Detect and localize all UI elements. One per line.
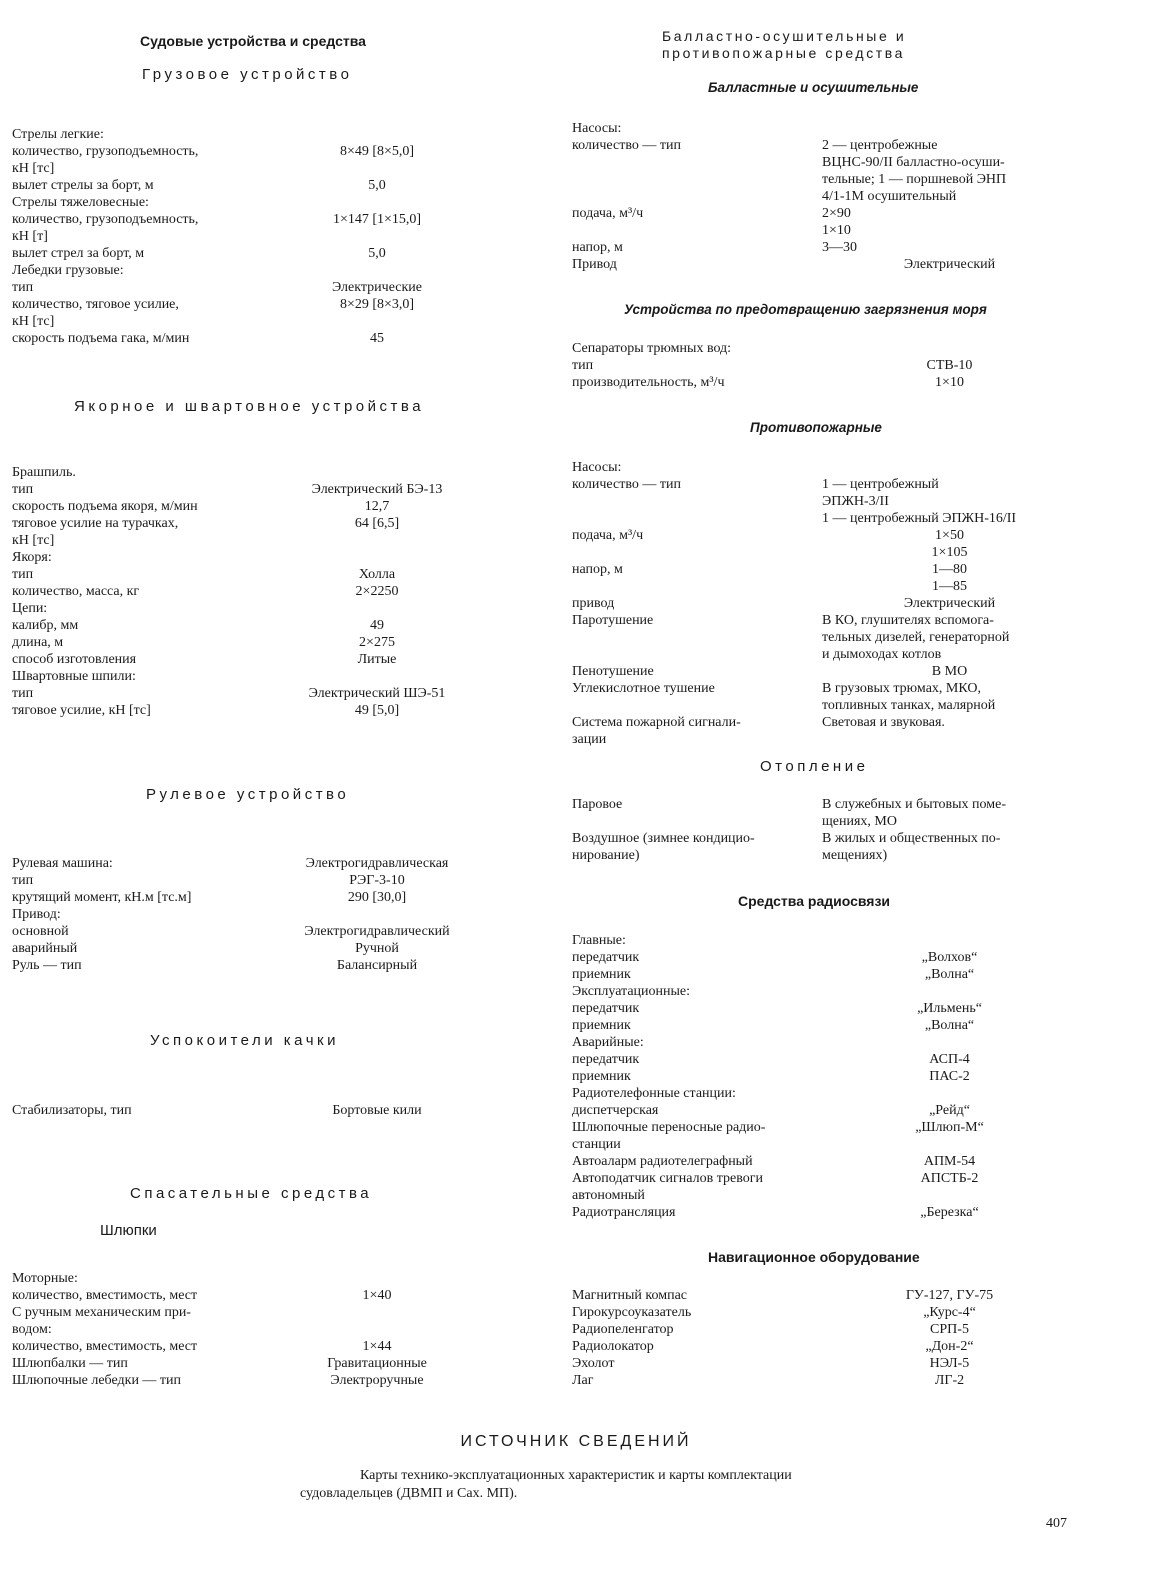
spec-key: калибр, мм [12,618,79,633]
spec-row [572,205,1092,239]
spec-key: Стрелы легкие: [12,127,104,142]
spec-row [572,983,1092,1000]
steering-heading: Рулевое устройство [146,786,350,803]
spec-row [572,663,1092,680]
spec-value: 3—30 [822,240,857,255]
spec-row [12,498,512,515]
spec-row [572,1051,1092,1068]
spec-row [572,612,1092,663]
spec-row [12,1287,512,1304]
spec-value: Электрический ШЭ-51 [308,686,446,701]
spec-key: Аварийные: [572,1035,644,1050]
spec-value: 12,7 [364,499,390,514]
spec-key: количество, грузоподъемность, кН [т] [12,212,199,244]
fire-rows [572,459,1092,748]
spec-row [12,126,512,143]
spec-row [572,374,1092,391]
spec-value: „Волна“ [924,967,975,982]
spec-key: Насосы: [572,460,622,475]
spec-key: Цепи: [12,601,48,616]
spec-value: 1×50 1×105 [931,528,968,560]
spec-row [12,464,512,481]
spec-value: 1×10 [935,375,964,390]
spec-row [12,194,512,211]
spec-value: 1×40 [362,1288,392,1303]
spec-value: „Волхов“ [921,950,978,965]
spec-key: Шлюпбалки — тип [12,1356,128,1371]
spec-key: основной [12,924,69,939]
spec-value: Электрический [903,596,996,611]
spec-value [252,906,502,923]
navigation-rows [572,1287,1092,1389]
spec-key: количество, масса, кг [12,584,140,599]
spec-value: 1 — центробежный ЭПЖН-3/II 1 — центробежный ЭПЖН-16/II [822,477,1017,526]
spec-key: передатчик [572,1052,640,1067]
spec-key: Радиотрансляция [572,1205,676,1220]
stabilizers-heading: Успокоители качки [150,1032,339,1049]
radio-heading: Средства радиосвязи [738,893,891,909]
spec-row [572,796,1092,830]
spec-value: 2×90 1×10 [822,206,851,238]
spec-key: передатчик [572,950,640,965]
spec-row [12,600,512,617]
spec-value: 1×44 [362,1339,392,1354]
spec-row [12,1304,512,1338]
spec-row [12,177,512,194]
spec-row [572,1068,1092,1085]
spec-row [572,1119,1092,1153]
spec-row [12,1338,512,1355]
spec-value [822,340,1077,357]
spec-key: Автоподатчик сигналов тревоги автономный [572,1171,763,1203]
heating-rows [572,796,1092,864]
spec-row [12,1372,512,1389]
spec-row [12,906,512,923]
radio-rows [572,932,1092,1221]
pollution-rows [572,340,1092,391]
anchor-heading: Якорное и швартовное устройства [74,398,425,415]
spec-row [12,855,512,872]
spec-key: способ изготовления [12,652,137,667]
spec-key: Стабилизаторы, тип [12,1103,132,1118]
lifesaving-heading: Спасательные средства [130,1185,373,1202]
spec-row [572,949,1092,966]
spec-row [572,1321,1092,1338]
spec-value: ЛГ-2 [934,1373,965,1388]
spec-key: тип [12,873,34,888]
spec-key: приемник [572,1069,631,1084]
spec-value: В жилых и общественных по- мещениях) [822,831,1001,863]
spec-key: Моторные: [12,1271,78,1286]
spec-value [252,1270,502,1287]
spec-key: Автоаларм радиотелеграфный [572,1154,753,1169]
spec-row [12,1355,512,1372]
spec-key: Паровое [572,797,623,812]
spec-value: АСП-4 [929,1052,970,1067]
spec-value: АПСТБ-2 [920,1171,979,1186]
spec-row [12,481,512,498]
spec-row [572,680,1092,714]
spec-key: напор, м [572,240,623,255]
spec-row [12,872,512,889]
lifesaving-rows [12,1270,512,1389]
spec-row [572,1204,1092,1221]
spec-row [572,1153,1092,1170]
spec-value: 5,0 [368,178,386,193]
spec-row [572,1000,1092,1017]
spec-row [572,120,1092,137]
spec-row [572,1338,1092,1355]
spec-value: В КО, глушителях вспомога- тельных дизелей, генераторной и дымоходах котлов [822,613,1010,662]
spec-key: тип [12,567,34,582]
spec-value [252,262,502,279]
fire-heading: Противопожарные [750,420,882,435]
spec-row [12,668,512,685]
spec-value [822,459,1077,476]
spec-row [572,1085,1092,1102]
spec-value [822,983,1077,1000]
ballast-rows [572,120,1092,273]
spec-row [572,459,1092,476]
spec-key: тип [12,482,34,497]
spec-value: „Шлюп-М“ [915,1120,984,1135]
spec-key: Воздушное (зимнее кондицио- нирование) [572,831,755,863]
ship-devices-title: Судовые устройства и средства [140,33,366,49]
spec-row [572,714,1092,748]
spec-value [252,549,502,566]
spec-key: тяговое усилие на турачках, кН [тс] [12,516,179,548]
spec-key: Эхолот [572,1356,615,1371]
spec-key: количество, грузоподъемность, кН [тс] [12,144,199,176]
spec-key: Магнитный компас [572,1288,688,1303]
spec-key: крутящий момент, кН.м [тс.м] [12,890,192,905]
spec-key: Привод [572,257,617,272]
spec-value: 2 — центробежные ВЦНС-90/II балластно-осуши- тельные; 1 — поршневой ЭНП 4/1-1М осушительный [822,138,1007,204]
spec-key: тип [572,358,594,373]
spec-value: „Ильмень“ [917,1001,982,1016]
spec-key: аварийный [12,941,78,956]
spec-key: Радиотелефонные станции: [572,1086,736,1101]
spec-value: 290 [30,0] [347,890,407,905]
spec-key: Сепараторы трюмных вод: [572,341,732,356]
spec-row [572,137,1092,205]
spec-value: 1×147 [1×15,0] [332,212,422,227]
cargo-heading: Грузовое устройство [142,66,353,83]
spec-key: Углекислотное тушение [572,681,715,696]
spec-key: количество, вместимость, мест [12,1339,198,1354]
spec-key: вылет стрелы за борт, м [12,178,154,193]
spec-row [572,476,1092,527]
spec-value: Гравитационные [327,1356,427,1371]
spec-row [12,330,512,347]
spec-row [12,245,512,262]
spec-value: 1—80 1—85 [932,562,967,594]
spec-key: подача, м³/ч [572,528,644,543]
spec-value: 8×29 [8×3,0] [339,297,415,312]
spec-row [572,256,1092,273]
spec-value: Электроручные [330,1373,424,1388]
spec-key: количество — тип [572,138,681,153]
spec-value: В МО [931,664,968,679]
spec-row [572,357,1092,374]
spec-row [12,211,512,245]
spec-row [572,239,1092,256]
spec-row [12,923,512,940]
anchor-rows [12,464,512,719]
spec-key: С ручным механическим при- водом: [12,1305,191,1337]
spec-row [572,1304,1092,1321]
spec-row [12,702,512,719]
navigation-heading: Навигационное оборудование [708,1249,920,1265]
spec-key: скорость подъема гака, м/мин [12,331,190,346]
spec-value: 64 [6,5] [354,516,400,531]
spec-key: тяговое усилие, кН [тс] [12,703,151,718]
spec-key: Радиолокатор [572,1339,654,1354]
spec-row [12,143,512,177]
spec-row [12,651,512,668]
spec-value: 8×49 [8×5,0] [339,144,415,159]
spec-row [572,1034,1092,1051]
spec-value: 45 [370,331,384,346]
spec-value [822,1034,1077,1051]
spec-row [12,685,512,702]
page-number: 407 [1046,1516,1067,1531]
spec-row [12,940,512,957]
spec-row [12,279,512,296]
spec-row [572,1372,1092,1389]
spec-key: Паротушение [572,613,654,628]
spec-row [12,1102,512,1119]
spec-key: тип [12,280,34,295]
spec-key: количество — тип [572,477,681,492]
spec-key: Пенотушение [572,664,654,679]
spec-row [572,527,1092,561]
spec-row [12,617,512,634]
spec-key: Рулевая машина: [12,856,113,871]
spec-value: Электрогидравлический [304,924,450,939]
spec-value [252,668,502,685]
spec-value: Балансирный [336,958,418,973]
spec-key: вылет стрел за борт, м [12,246,145,261]
spec-value: Световая и звуковая. [822,715,945,730]
spec-value: Электрические [332,280,422,295]
spec-key: Шлюпочные переносные радио- станции [572,1120,766,1152]
spec-value: Холла [358,567,396,582]
stabilizers-rows [12,1102,512,1119]
spec-value: В служебных и бытовых поме- щениях, МО [822,797,1007,829]
spec-row [572,830,1092,864]
spec-value: Ручной [355,941,399,956]
spec-value: В грузовых трюмах, МКО, топливных танках, малярной [822,681,996,713]
spec-row [572,932,1092,949]
spec-row [572,1017,1092,1034]
ballast-heading: Балластные и осушительные [708,80,919,95]
spec-row [572,1170,1092,1204]
spec-row [12,262,512,279]
source-title: ИСТОЧНИК СВЕДЕНИЙ [460,1433,692,1450]
spec-key: Насосы: [572,121,622,136]
spec-key: Брашпиль. [12,465,76,480]
source-text: Карты технико-эксплуатационных характеристик и карты комплектации судовладельцев (ДВМП и Сах. МП). [300,1468,792,1501]
spec-value: СТВ-10 [926,358,973,373]
spec-key: приемник [572,1018,631,1033]
spec-value [822,1085,1077,1102]
spec-value: 5,0 [368,246,386,261]
spec-key: производительность, м³/ч [572,375,725,390]
spec-row [12,515,512,549]
spec-value [252,1304,502,1338]
spec-value: Электрический [903,257,996,272]
spec-row [12,634,512,651]
spec-value: АПМ-54 [923,1154,976,1169]
spec-value: Литые [357,652,397,667]
spec-value: 2×275 [359,635,395,650]
spec-key: тип [12,686,34,701]
spec-row [572,1102,1092,1119]
spec-key: передатчик [572,1001,640,1016]
ballast-fire-title-1: Балластно-осушительные и [662,28,907,44]
spec-value: Электрический БЭ-13 [311,482,443,497]
spec-key: количество, тяговое усилие, кН [тс] [12,297,179,329]
spec-value: СРП-5 [930,1322,969,1337]
spec-key: Руль — тип [12,958,82,973]
spec-value: ГУ-127, ГУ-75 [905,1288,994,1303]
spec-value: „Волна“ [924,1018,975,1033]
spec-row [572,1287,1092,1304]
spec-row [12,566,512,583]
spec-row [12,889,512,906]
spec-row [12,296,512,330]
spec-key: диспетчерская [572,1103,659,1118]
spec-value: „Рейд“ [929,1103,970,1118]
spec-value [822,120,1077,137]
spec-key: Система пожарной сигнали- зации [572,715,741,747]
spec-row [572,1355,1092,1372]
spec-row [12,957,512,974]
spec-key: количество, вместимость, мест [12,1288,198,1303]
spec-key: длина, м [12,635,64,650]
spec-value: НЭЛ-5 [929,1356,970,1371]
spec-key: Привод: [12,907,61,922]
spec-row [572,595,1092,612]
spec-key: Лаг [572,1373,594,1388]
spec-key: Шлюпочные лебедки — тип [12,1373,182,1388]
spec-value: 2×2250 [355,584,399,599]
spec-value [252,126,502,143]
spec-value: ПАС-2 [929,1069,970,1084]
spec-value [252,600,502,617]
ballast-fire-title-2: противопожарные средства [662,45,906,61]
spec-row [572,340,1092,357]
spec-key: напор, м [572,562,623,577]
spec-row [12,1270,512,1287]
cargo-rows [12,126,512,347]
spec-value: РЭГ-3-10 [349,873,405,888]
spec-key: Якоря: [12,550,52,565]
pollution-heading: Устройства по предотвращению загрязнения моря [624,302,987,317]
spec-key: Стрелы тяжеловесные: [12,195,149,210]
spec-value: Электрогидравлическая [305,856,449,871]
heating-heading: Отопление [760,758,869,775]
spec-key: Гирокурсоуказатель [572,1305,692,1320]
spec-key: Радиопеленгатор [572,1322,674,1337]
spec-value: 49 [5,0] [354,703,400,718]
spec-key: приемник [572,967,631,982]
boats-subheading: Шлюпки [100,1222,157,1239]
spec-key: привод [572,596,615,611]
steering-rows [12,855,512,974]
spec-value [252,464,502,481]
spec-key: Главные: [572,933,626,948]
spec-key: подача, м³/ч [572,206,644,221]
spec-value: „Дон-2“ [925,1339,974,1354]
spec-value [822,932,1077,949]
spec-key: Швартовные шпили: [12,669,136,684]
spec-row [12,583,512,600]
spec-value: „Курс-4“ [923,1305,976,1320]
spec-row [572,561,1092,595]
spec-row [12,549,512,566]
spec-row [572,966,1092,983]
spec-key: Эксплуатационные: [572,984,691,999]
spec-value [252,194,502,211]
spec-value: Бортовые кили [332,1103,422,1118]
spec-value: „Березка“ [920,1205,979,1220]
spec-key: скорость подъема якоря, м/мин [12,499,198,514]
spec-key: Лебедки грузовые: [12,263,124,278]
spec-value: 49 [370,618,384,633]
